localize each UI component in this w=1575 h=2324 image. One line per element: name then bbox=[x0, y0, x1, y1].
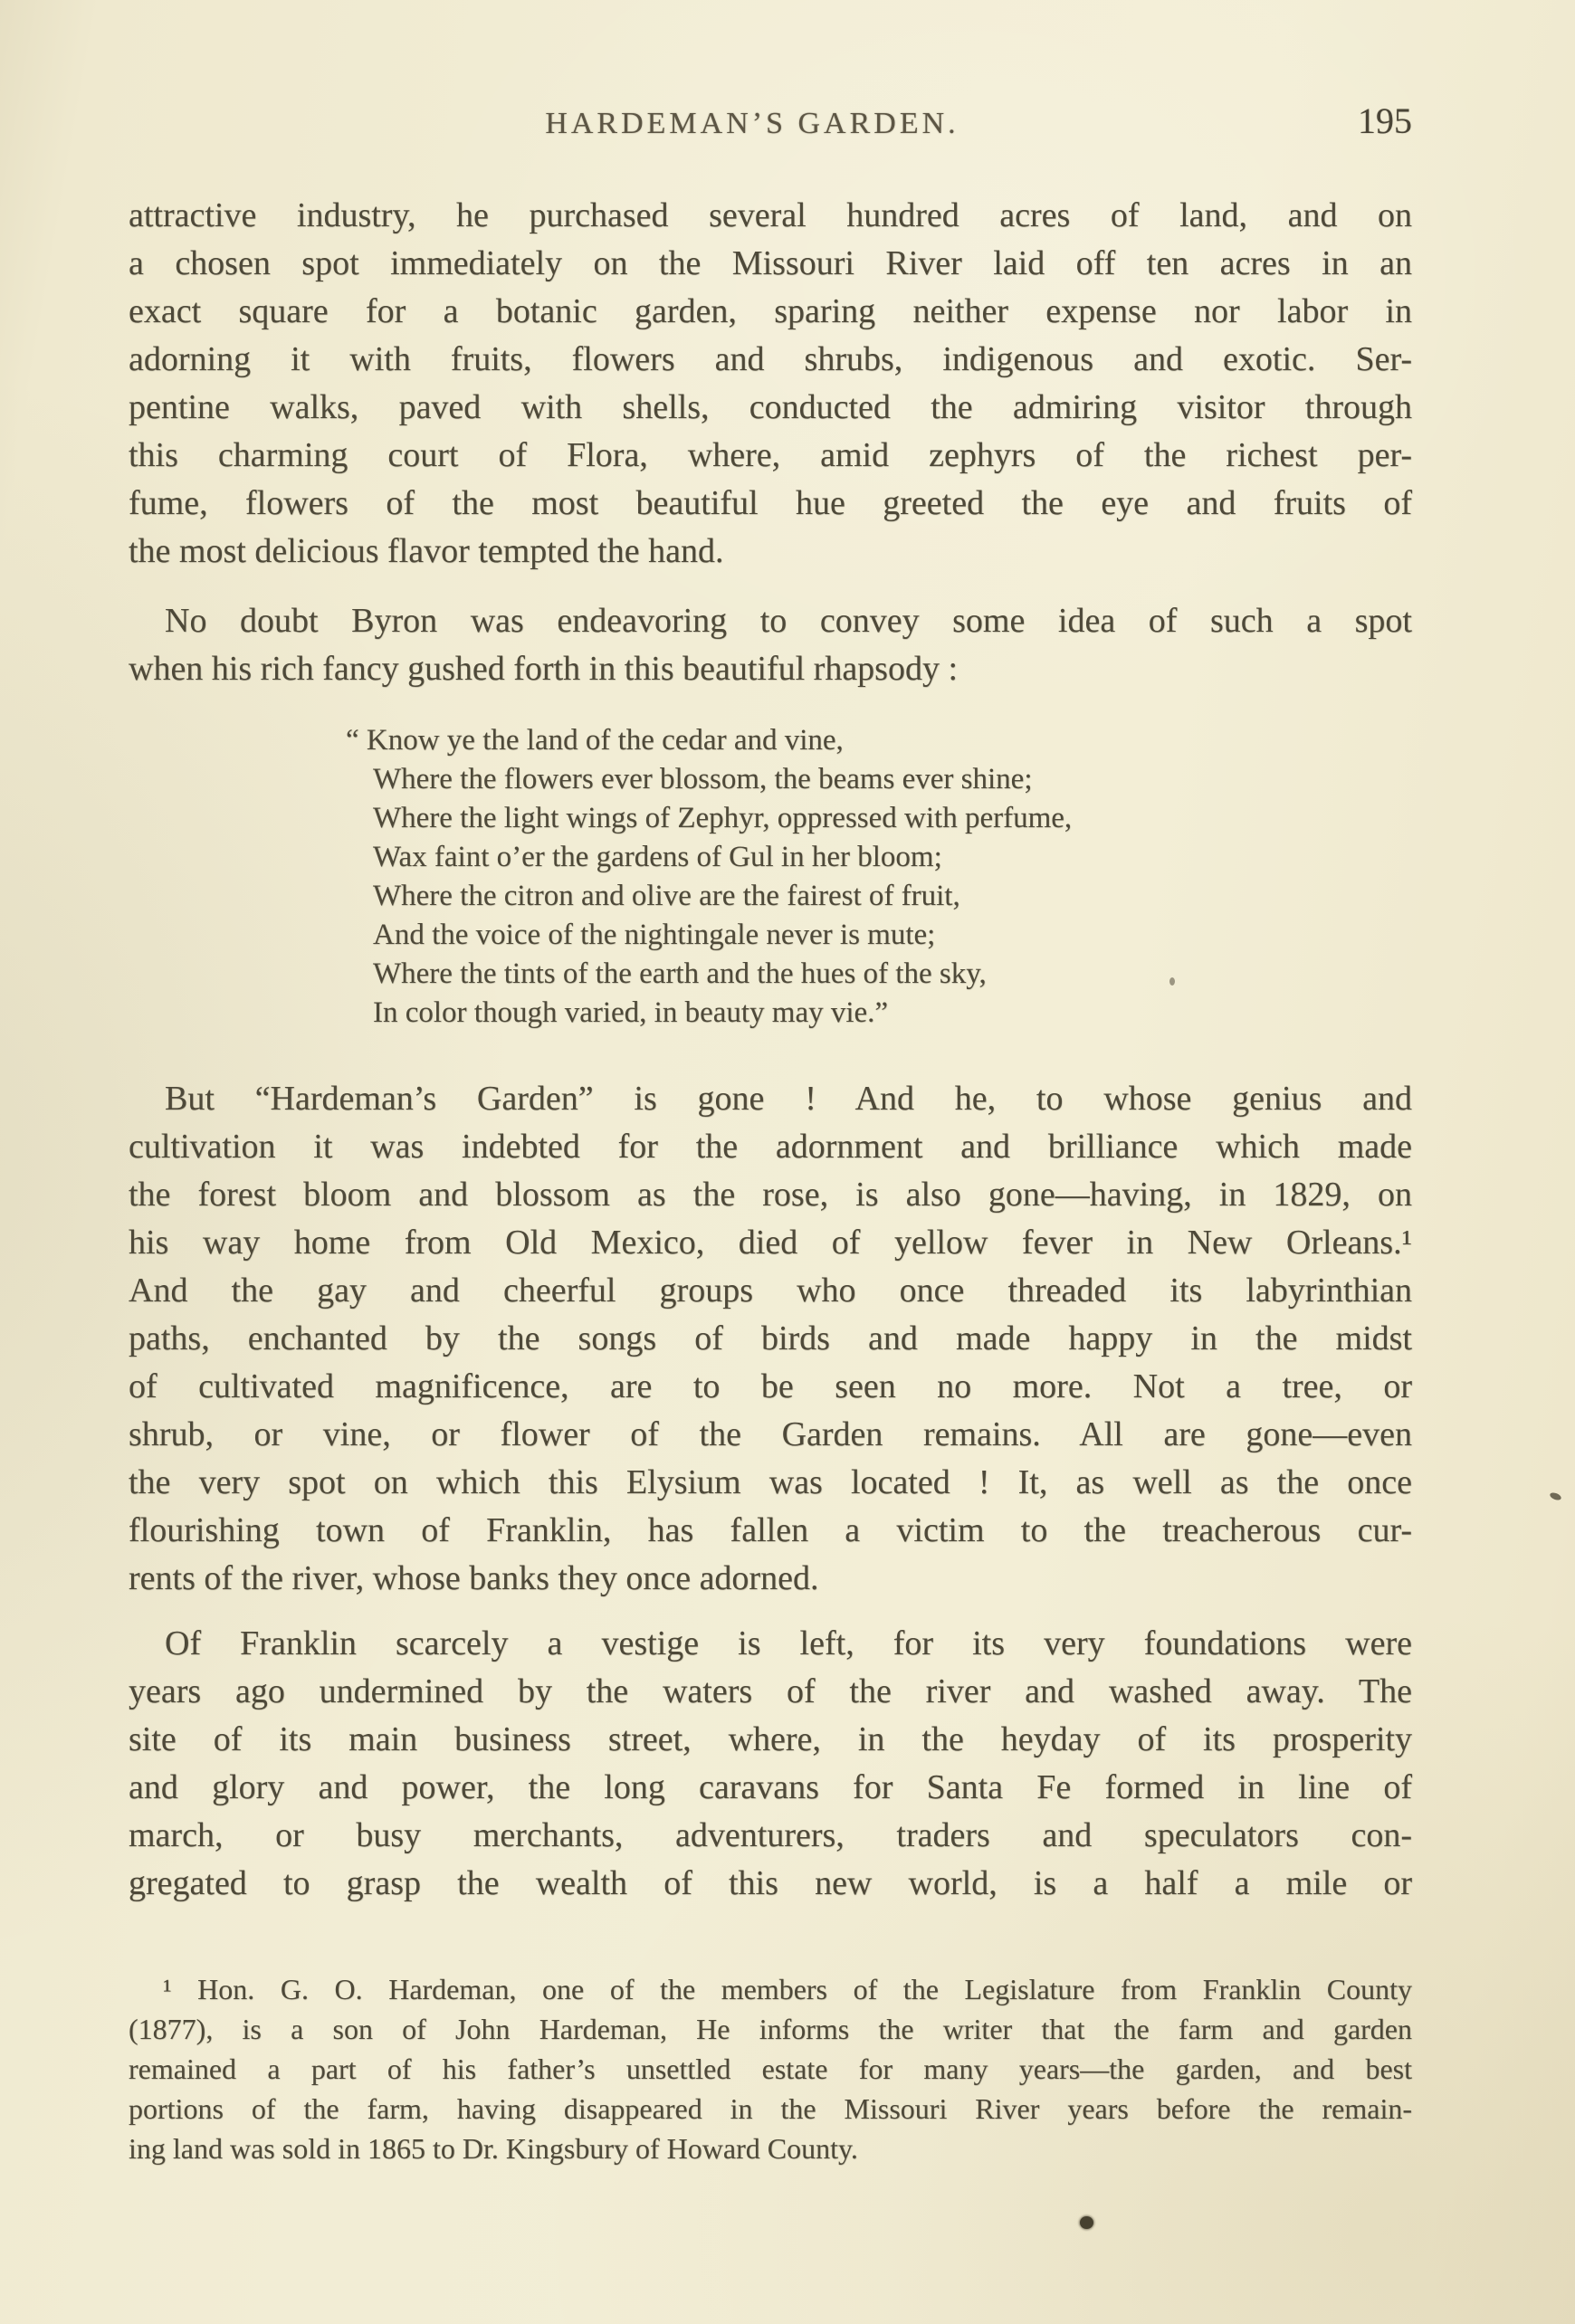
paragraph-1 bbox=[129, 192, 1412, 576]
ink-speck bbox=[1169, 977, 1175, 986]
text-line: fume, flowers of the most beautiful hue greeted the eye and fruits of bbox=[129, 484, 1412, 522]
paragraph-2 bbox=[129, 597, 1412, 693]
text-line: site of its main business street, where, in the heyday of its prosperity bbox=[129, 1720, 1412, 1758]
text-line: exact square for a botanic garden, sparing neither expense nor labor in bbox=[129, 292, 1412, 330]
poem-line: Wax faint o’er the gardens of Gul in her bloom; bbox=[373, 841, 942, 873]
text-line: shrub, or vine, or flower of the Garden remains. All are gone—even bbox=[129, 1415, 1412, 1453]
text-line: when his rich fancy gushed forth in this beautiful rhapsody : bbox=[129, 650, 959, 688]
text-line: attractive industry, he purchased several hundred acres of land, and on bbox=[129, 196, 1412, 234]
text-line: adorning it with fruits, flowers and shrubs, indigenous and exotic. Ser- bbox=[129, 340, 1412, 378]
paragraph-3 bbox=[129, 1075, 1412, 1603]
text-line: rents of the river, whose banks they once adorned. bbox=[129, 1559, 819, 1597]
text-line: Of Franklin scarcely a vestige is left, for its very foundations were bbox=[165, 1624, 1412, 1662]
paragraph-4 bbox=[129, 1620, 1412, 1908]
poem-line: And the voice of the nightingale never is mute; bbox=[373, 919, 936, 951]
text-line: paths, enchanted by the songs of birds and made happy in the midst bbox=[129, 1319, 1412, 1357]
text-line: No doubt Byron was endeavoring to convey some idea of such a spot bbox=[165, 602, 1412, 640]
page-header bbox=[129, 100, 1412, 141]
text-line: And the gay and cheerful groups who once threaded its labyrinthian bbox=[129, 1272, 1412, 1310]
running-title: HARDEMAN’S GARDEN. bbox=[545, 107, 959, 140]
footnote-line: (1877), is a son of John Hardeman, He informs the writer that the farm and garden bbox=[129, 2013, 1412, 2045]
ink-speck bbox=[1549, 1491, 1562, 1501]
text-line: a chosen spot immediately on the Missouri River laid off ten acres in an bbox=[129, 244, 1412, 282]
page-number: 195 bbox=[1358, 100, 1412, 141]
poem-line: Where the light wings of Zephyr, oppressed with perfume, bbox=[373, 802, 1073, 834]
poem-line: Where the tints of the earth and the hues of the sky, bbox=[373, 957, 987, 990]
text-line: his way home from Old Mexico, died of yellow fever in New Orleans.¹ bbox=[129, 1224, 1412, 1262]
poem-line: In color though varied, in beauty may vie.” bbox=[373, 996, 889, 1029]
text-line: flourishing town of Franklin, has fallen a victim to the treacherous cur- bbox=[129, 1511, 1412, 1549]
text-line: gregated to grasp the wealth of this new world, is a half a mile or bbox=[129, 1864, 1412, 1902]
footnote-line: remained a part of his father’s unsettled estate for many years—the garden, and best bbox=[129, 2053, 1412, 2085]
footnote-line: portions of the farm, having disappeared in the Missouri River years before the remain- bbox=[129, 2092, 1412, 2125]
text-line: years ago undermined by the waters of the river and washed away. The bbox=[129, 1672, 1412, 1710]
poem-line: Where the flowers ever blossom, the beams ever shine; bbox=[373, 763, 1033, 795]
ink-speck bbox=[1080, 2216, 1093, 2229]
text-line: and glory and power, the long caravans for Santa Fe formed in line of bbox=[129, 1768, 1412, 1806]
text-line: the very spot on which this Elysium was located ! It, as well as the once bbox=[129, 1463, 1412, 1501]
poem-line: “ Know ye the land of the cedar and vine, bbox=[346, 724, 844, 757]
poem-line: Where the citron and olive are the fairest of fruit, bbox=[373, 880, 960, 912]
footnote bbox=[129, 1969, 1412, 2168]
text-line: this charming court of Flora, where, amid zephyrs of the richest per- bbox=[129, 436, 1412, 474]
text-line: the forest bloom and blossom as the rose, is also gone—having, in 1829, on bbox=[129, 1176, 1412, 1214]
body-text bbox=[129, 192, 1412, 2168]
text-line: the most delicious flavor tempted the hand. bbox=[129, 532, 724, 570]
footnote-line: ¹ Hon. G. O. Hardeman, one of the members of the Legislature from Franklin County bbox=[163, 1973, 1412, 2005]
footnote-line: ing land was sold in 1865 to Dr. Kingsbury of Howard County. bbox=[129, 2132, 858, 2165]
text-line: pentine walks, paved with shells, conducted the admiring visitor through bbox=[129, 388, 1412, 426]
text-line: of cultivated magnificence, are to be seen no more. Not a tree, or bbox=[129, 1367, 1412, 1405]
poem-quotation bbox=[346, 721, 1412, 1033]
text-line: march, or busy merchants, adventurers, traders and speculators con- bbox=[129, 1816, 1412, 1854]
text-line: But “Hardeman’s Garden” is gone ! And he, to whose genius and bbox=[165, 1080, 1412, 1118]
text-line: cultivation it was indebted for the adornment and brilliance which made bbox=[129, 1128, 1412, 1166]
